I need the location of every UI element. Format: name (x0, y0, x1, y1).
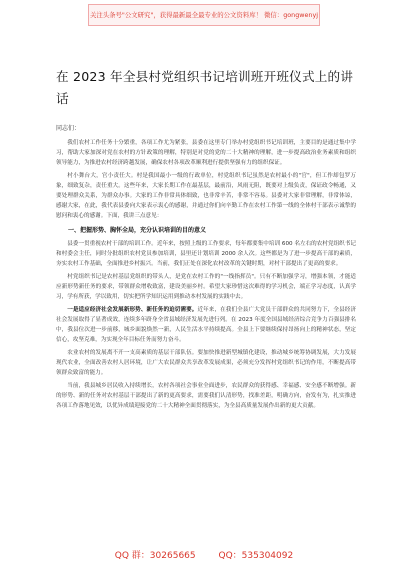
paragraph (56, 305, 356, 345)
paragraph: 当前，我县城乡居民收入持续增长，农村各项社会事业全面进步，农民群众的获得感、幸福感、安全感不断增强。新的形势、新的任务对农村基层干部提出了新的更高要求，需要我们认清形势，找准差距，明确方向，奋发有为，扎实推进各项工作落地见效，以优异成绩迎接党的二十大精神全面贯彻落实，为全县高质量发展作出新的更大贡献。 (56, 383, 356, 409)
salutation: 同志们： (56, 125, 81, 132)
section-heading: 一、把握形势、胸怀全局，充分认识培训的目的意义 (68, 227, 207, 234)
promo-banner-text: 关注头条号"公文研究"，获得最新最全最专业的公文资料库！ 微信：gongwenyj (89, 11, 319, 19)
qq-group: QQ 群：30265665 (114, 551, 196, 561)
paragraph: 村小舞台大，官小责任大。村是我国最小一级的行政单位，村党组织书记虽然是农村最小的"官"，但工作却包罗万象，细致复杂，责任重大。这些年来，大家长期工作在最基层，最前沿，风雨无阻，既要对上级负责，保证政令畅通，又要处理群众关系，为群众办事。大家的工作非常具体细致，也非常辛苦，非常不容易。县委对大家非常理解，非常体谅，感谢大家，在此，我代表县委向大家表示衷心的感谢，并通过你们向辛勤工作在农村工作第一线的全体村干部表示诚挚的慰问和衷心的感谢。下面，我讲三点意见： (56, 173, 356, 219)
paragraph-lead: 一是适应经济社会发展新形势、新任务的迫切需要。 (67, 307, 198, 313)
paragraph: 我们农村工作任务十分繁重，各项工作尤为紧张，县委在这里专门举办村党组织书记培训班，主要目的是通过集中学习，帮助大家加深对党在农村的方针政策的理解，特别是对党的党的二十大精神的理解，进一步提高政治业务素质和组织领导能力，为推进农村经济跨越发展，确保农村各项改革顺利进行提供坚强有力的组织保证。 (56, 140, 356, 166)
paragraph: 县委一贯重视农村干部的培训工作。近年来，按照上级的工作要求，每年都要集中培训 600 名左右的农村党组织书记和村委会主任，同时分批组织农村党员参加培训，县里还计划培训 2000 余人次。这些都是为了进一步提高干部的素质，夯实农村工作基础，全面推进乡村振兴。当前，我们正处在深化农村改革的关键时期，对村干部提出了更高的要求。 (56, 241, 356, 267)
promo-banner (88, 4, 320, 26)
paragraph: 村党组织书记是农村基层党组织的带头人，是党在农村工作的"一线指挥员"。只有不断加强学习，增强本领，才能适应新形势新任务的要求，带领群众增收致富，建设美丽乡村。希望大家珍惜这次难得的学习机会，端正学习态度，认真学习，学有所获，学以致用，切实把所学知识运用到推动本村发展的实践中去。 (56, 274, 356, 300)
contact-footer (0, 548, 408, 561)
document-body (56, 124, 356, 414)
paragraph: 农业农村的发展离不开一支高素质的基层干部队伍。要加快推进新型城镇化建设，推动城乡统筹协调发展，大力发展现代农业，全面改善农村人居环境，让广大农民群众共享改革发展成果，必须充分发挥村党组织书记的作用，不断提高带领群众致富的能力。 (56, 350, 356, 376)
qq-number: QQ：535304092 (218, 551, 294, 561)
document-title: 在 2023 年全县村党组织书记培训班开班仪式上的讲话 (56, 69, 354, 106)
paragraph-text: 近年来，在我们全县广大党员干部群众的共同努力下，全县经济社会发展取得了显著成效，连续多年跻身全省县域经济发展先进行列。在 2023 年度全国县域经济综合竞争力百强县排名中，我县位次进一步前移，城乡面貌焕然一新，人民生活水平持续提高。全县上下要继续保持昂扬向上的精神状态，坚定信心，攻坚克难，为实现全年目标任务而努力奋斗。 (56, 307, 356, 343)
